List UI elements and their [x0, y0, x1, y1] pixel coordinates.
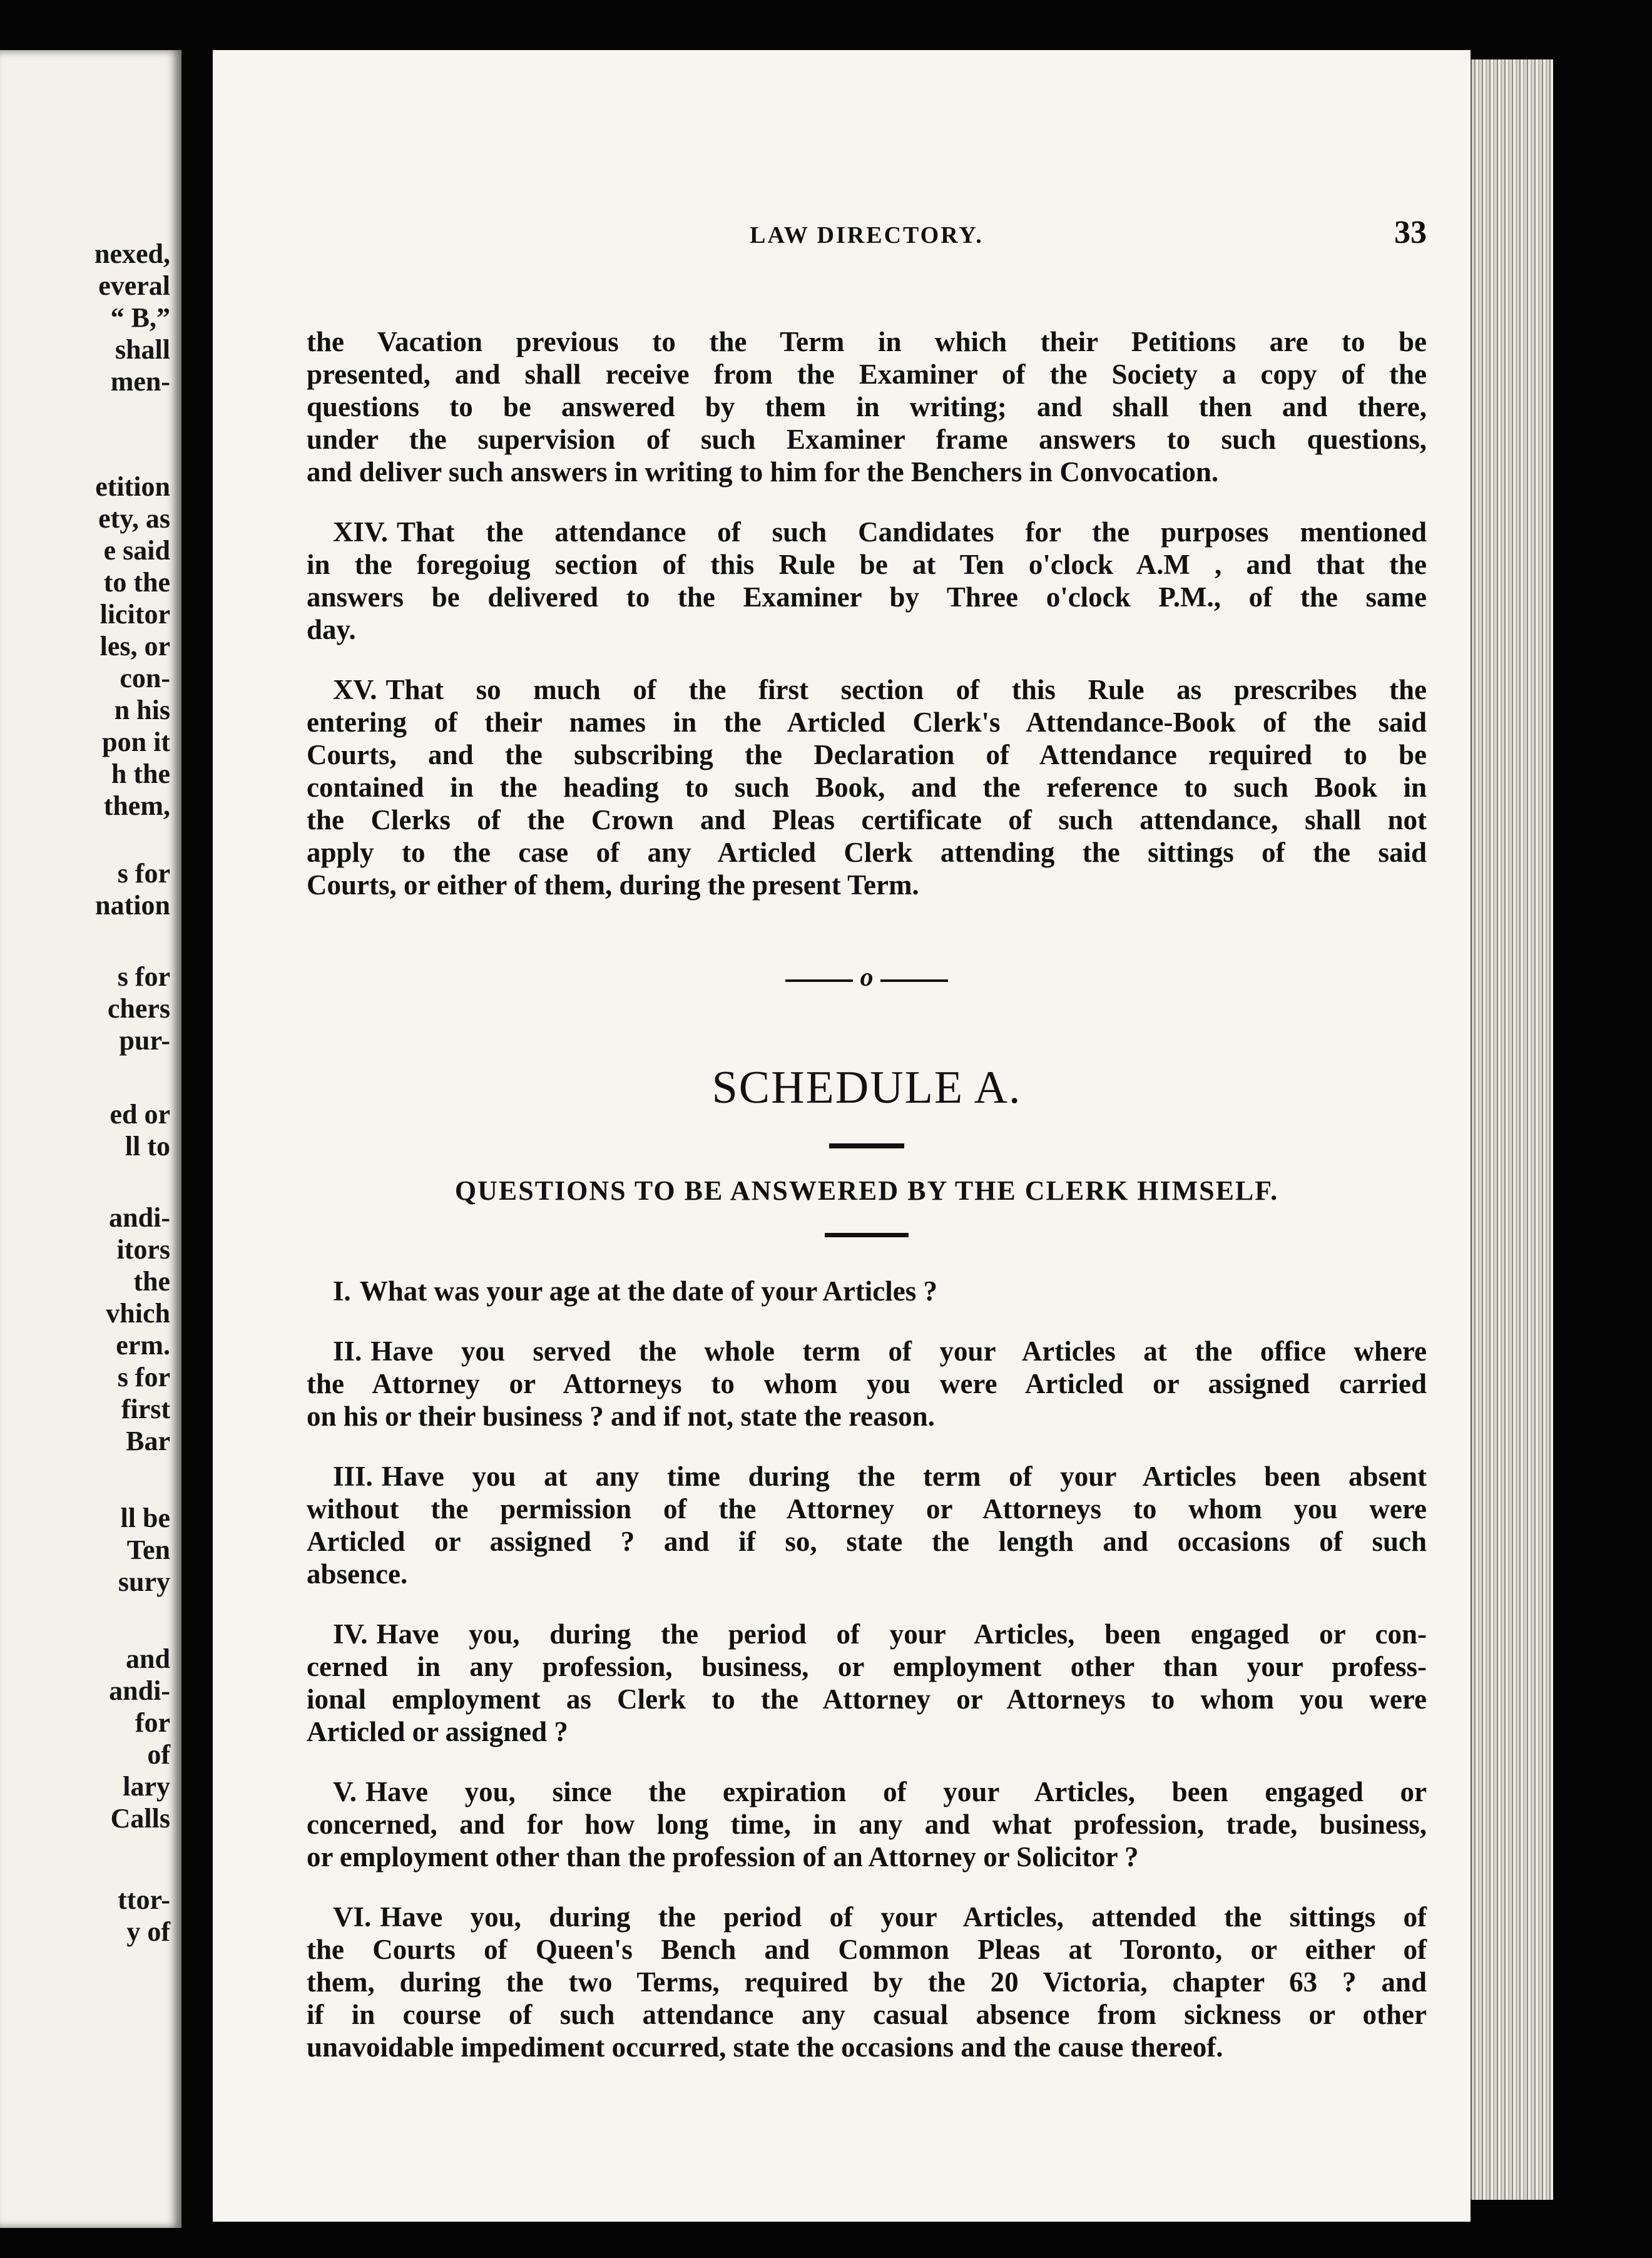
question-v [307, 1775, 1427, 1873]
prev-line: erm. [116, 1330, 170, 1361]
text-line: without the permission of the Attorney or Attorneys to whom you were [307, 1493, 1427, 1525]
page-content [307, 325, 1427, 2063]
previous-page-fragment [0, 50, 181, 2228]
prev-line: les, or [99, 631, 170, 662]
prev-line: Ten [126, 1535, 170, 1565]
text-line: and deliver such answers in writing to him for the Benchers in Convocation. [307, 456, 1219, 488]
text-line: or employment other than the profession of an Attorney or Solicitor ? [307, 1841, 1139, 1872]
prev-line: pur- [119, 1025, 170, 1056]
text-line [307, 1775, 1427, 1808]
subtitle-underline-rule [825, 1233, 909, 1237]
prev-line: n his [114, 695, 170, 725]
book-page-edges [1471, 59, 1553, 2200]
question-number: IV. [333, 1618, 368, 1650]
text-line: day. [307, 614, 356, 645]
prev-text-group-5 [110, 1098, 170, 1162]
question-ii [307, 1335, 1427, 1433]
prev-line: pon it [102, 727, 170, 757]
text-span: Have you at any time during the term of your Articles been absent [381, 1461, 1427, 1492]
prev-line: the [133, 1266, 170, 1297]
prev-text-group-8 [109, 1643, 170, 1834]
prev-text-group-2 [95, 471, 170, 822]
prev-line: to the [103, 567, 170, 598]
text-span: Have you, during the period of your Articles, been engaged or con- [376, 1618, 1427, 1650]
prev-line: ety, as [98, 503, 170, 534]
text-line: if in course of such attendance any casual absence from sickness or other [307, 1999, 1427, 2030]
prev-line: “ B,” [110, 302, 170, 333]
prev-line: e said [103, 535, 170, 566]
text-span: Have you, during the period of your Articles, attended the sittings of [380, 1901, 1427, 1933]
question-number: VI. [333, 1901, 372, 1933]
prev-line: nation [95, 890, 170, 921]
text-line: contained in the heading to such Book, and the reference to such Book in [307, 772, 1427, 803]
prev-line: shall [115, 334, 170, 365]
divider-rule-right [880, 979, 948, 982]
prev-line: y of [126, 1916, 170, 1947]
prev-line: con- [120, 663, 170, 693]
prev-line: everal [98, 270, 170, 301]
text-line [307, 1335, 1427, 1367]
text-line: Courts, or either of them, during the present Term. [307, 869, 919, 901]
text-line [307, 1275, 1427, 1307]
text-line [307, 516, 1427, 548]
divider-glyph: o [860, 963, 874, 992]
question-iii [307, 1460, 1427, 1590]
text-line [307, 673, 1427, 706]
text-line: unavoidable impediment occurred, state the occasions and the cause thereof. [307, 2031, 1223, 2063]
prev-line: ed or [110, 1099, 170, 1130]
running-head: LAW DIRECTORY. [750, 222, 984, 248]
title-underline-rule [829, 1143, 904, 1148]
continuation-paragraph [307, 325, 1427, 488]
text-line: Articled or assigned ? [307, 1716, 568, 1747]
text-line: absence. [307, 1558, 408, 1590]
prev-text-group-6 [106, 1202, 170, 1457]
text-span: Have you served the whole term of your Articles at the office where [370, 1336, 1427, 1367]
prev-text-group-7 [118, 1502, 170, 1598]
text-line: entering of their names in the Articled Clerk's Attendance-Book of the said [307, 707, 1427, 738]
text-line: in the foregoiug section of this Rule be at Ten o'clock A.M , and that the [307, 549, 1427, 580]
prev-line: ll be [120, 1503, 170, 1533]
prev-line: ttor- [118, 1884, 170, 1915]
prev-line: Bar [126, 1426, 170, 1456]
section-number: XV. [333, 674, 377, 705]
prev-line: Calls [110, 1803, 170, 1834]
text-line: the Clerks of the Crown and Pleas certificate of such attendance, shall not [307, 804, 1427, 835]
prev-line: sury [118, 1566, 170, 1597]
prev-text-group-1 [94, 238, 170, 397]
divider-rule-left [785, 979, 853, 982]
prev-line: them, [103, 790, 170, 821]
text-line [307, 1618, 1427, 1650]
text-line: questions to be answered by them in writing; and shall then and there, [307, 391, 1427, 422]
prev-line: for [135, 1707, 170, 1738]
question-iv [307, 1618, 1427, 1748]
schedule-title: SCHEDULE A. [711, 1062, 1022, 1113]
text-line: on his or their business ? and if not, state the reason. [307, 1401, 935, 1432]
section-divider-ornament [785, 963, 948, 993]
text-line: apply to the case of any Articled Clerk attending the sittings of the said [307, 837, 1427, 868]
prev-line: licitor [99, 599, 170, 630]
prev-line: first [121, 1394, 170, 1424]
text-line [307, 1460, 1427, 1493]
prev-line: etition [95, 471, 170, 502]
prev-line: andi- [109, 1675, 170, 1706]
text-line: presented, and shall receive from the Examiner of the Society a copy of the [307, 359, 1427, 390]
text-line: them, during the two Terms, required by the 20 Victoria, chapter 63 ? and [307, 1966, 1427, 1998]
prev-line: ll to [125, 1131, 170, 1162]
section-xv [307, 673, 1427, 901]
schedule-subtitle: QUESTIONS TO BE ANSWERED BY THE CLERK HIMSELF. [454, 1175, 1279, 1206]
question-number: III. [333, 1461, 373, 1492]
text-span: That so much of the first section of this Rule as prescribes the [385, 674, 1427, 705]
prev-line: s for [117, 961, 170, 992]
prev-line: s for [117, 1362, 170, 1392]
prev-line: and [126, 1643, 170, 1674]
text-span: Have you, since the expiration of your Articles, been engaged or [365, 1776, 1427, 1807]
question-i [307, 1275, 1427, 1307]
text-line: ional employment as Clerk to the Attorney or Attorneys to whom you were [307, 1683, 1427, 1715]
text-line: concerned, and for how long time, in any and what profession, trade, business, [307, 1809, 1427, 1840]
text-line [307, 1901, 1427, 1933]
question-number: II. [333, 1336, 362, 1367]
text-line: cerned in any profession, business, or employment other than your profess- [307, 1651, 1427, 1682]
prev-line: nexed, [94, 238, 170, 269]
prev-text-group-9 [118, 1884, 170, 1948]
question-number: I. [333, 1275, 351, 1307]
prev-line: of [147, 1739, 170, 1770]
prev-line: itors [116, 1234, 170, 1265]
section-number: XIV. [333, 516, 388, 548]
prev-line: chers [107, 993, 170, 1024]
text-line: answers be delivered to the Examiner by Three o'clock P.M., of the same [307, 581, 1427, 613]
text-line: under the supervision of such Examiner frame answers to such questions, [307, 424, 1427, 455]
text-span: What was your age at the date of your Articles ? [359, 1275, 938, 1307]
page-header [307, 214, 1427, 258]
question-number: V. [333, 1776, 357, 1807]
text-line: the Vacation previous to the Term in which their Petitions are to be [307, 326, 1427, 357]
prev-line: andi- [109, 1202, 170, 1233]
prev-line: lary [123, 1771, 170, 1802]
prev-line: h the [111, 759, 170, 789]
text-line: the Courts of Queen's Bench and Common Pleas at Toronto, or either of [307, 1934, 1427, 1965]
question-vi [307, 1901, 1427, 2063]
text-span: That the attendance of such Candidates for the purposes mentioned [396, 516, 1427, 548]
book-page [213, 50, 1471, 2222]
section-xiv [307, 516, 1427, 646]
prev-line: men- [110, 366, 170, 397]
page-number: 33 [1394, 215, 1427, 250]
prev-text-group-4 [108, 961, 170, 1056]
prev-line: vhich [106, 1298, 170, 1329]
text-line: Courts, and the subscribing the Declaration of Attendance required to be [307, 739, 1427, 770]
text-line: the Attorney or Attorneys to whom you were Articled or assigned carried [307, 1368, 1427, 1399]
text-line: Articled or assigned ? and if so, state the length and occasions of such [307, 1526, 1427, 1557]
prev-line: s for [117, 858, 170, 889]
prev-text-group-3 [95, 857, 170, 921]
